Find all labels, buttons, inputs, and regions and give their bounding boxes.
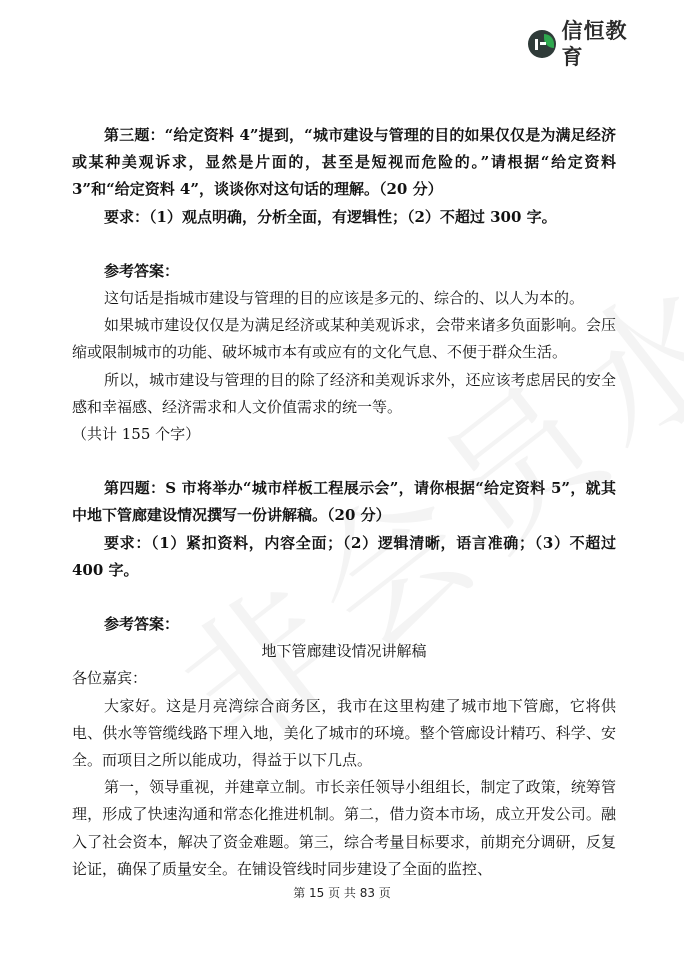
q3-word-count: （共计 155 个字）: [72, 425, 201, 444]
brand-logo: [528, 19, 648, 69]
document-body: [72, 122, 616, 883]
q4-answer-label: 参考答案：: [104, 615, 180, 634]
q3-answer-label: 参考答案：: [104, 261, 180, 280]
q4-requirement: 要求：（1）紧扣资料，内容全面；（2）逻辑清晰，语言准确；（3）不超过 400 字。: [72, 533, 616, 579]
logo-text: 信恒教育: [561, 19, 628, 69]
q3-requirement: 要求：（1）观点明确，分析全面，有逻辑性；（2）不超过 300 字。: [104, 207, 557, 226]
q3-answer-paragraph: 这句话是指城市建设与管理的目的应该是多元的、综合的、以人为本的。: [104, 289, 585, 308]
speech-greeting: 各位嘉宾：: [72, 669, 148, 688]
speech-title: 地下管廊建设情况讲解稿: [261, 642, 427, 661]
q3-answer-paragraph: 如果城市建设仅仅是为满足经济或某种美观诉求，会带来诸多负面影响。会压缩或限制城市的功能、破坏城市本有或应有的文化气息、不便于群众生活。: [72, 316, 616, 362]
page-number: 第 15 页 共 83 页: [293, 886, 391, 900]
q3-answer-paragraph: 所以，城市建设与管理的目的除了经济和美观诉求外，还应该考虑居民的安全感和幸福感、经济需求和人文价值需求的统一等。: [72, 370, 616, 416]
logo-icon: [528, 30, 556, 58]
q4-title: 第四题：S 市将举办“城市样板工程展示会”，请你根据“给定资料 5”，就其中地下管廊建设情况撰写一份讲解稿。（20 分）: [72, 479, 616, 525]
speech-paragraph: 大家好。这是月亮湾综合商务区，我市在这里构建了城市地下管廊，它将供电、供水等管缆线路下埋入地，美化了城市的环境。整个管廊设计精巧、科学、安全。而项目之所以能成功，得益于以下几点。: [72, 696, 616, 770]
speech-paragraph: 第一，领导重视，并建章立制。市长亲任领导小组组长，制定了政策，统筹管理，形成了快速沟通和常态化推进机制。第二，借力资本市场，成立开发公司。融入了社会资本，解决了资金难题。第三，综合考量目标要求，前期充分调研，反复论证，确保了质量安全。在铺设管线时同步建设了全面的监控、: [72, 778, 616, 878]
q3-title: 第三题：“给定资料 4”提到，“城市建设与管理的目的如果仅仅是为满足经济或某种美观诉求，显然是片面的，甚至是短视而危险的。”请根据“给定资料 3”和“给定资料 4”，谈谈你对这句话的理解。（20 分）: [72, 126, 616, 199]
